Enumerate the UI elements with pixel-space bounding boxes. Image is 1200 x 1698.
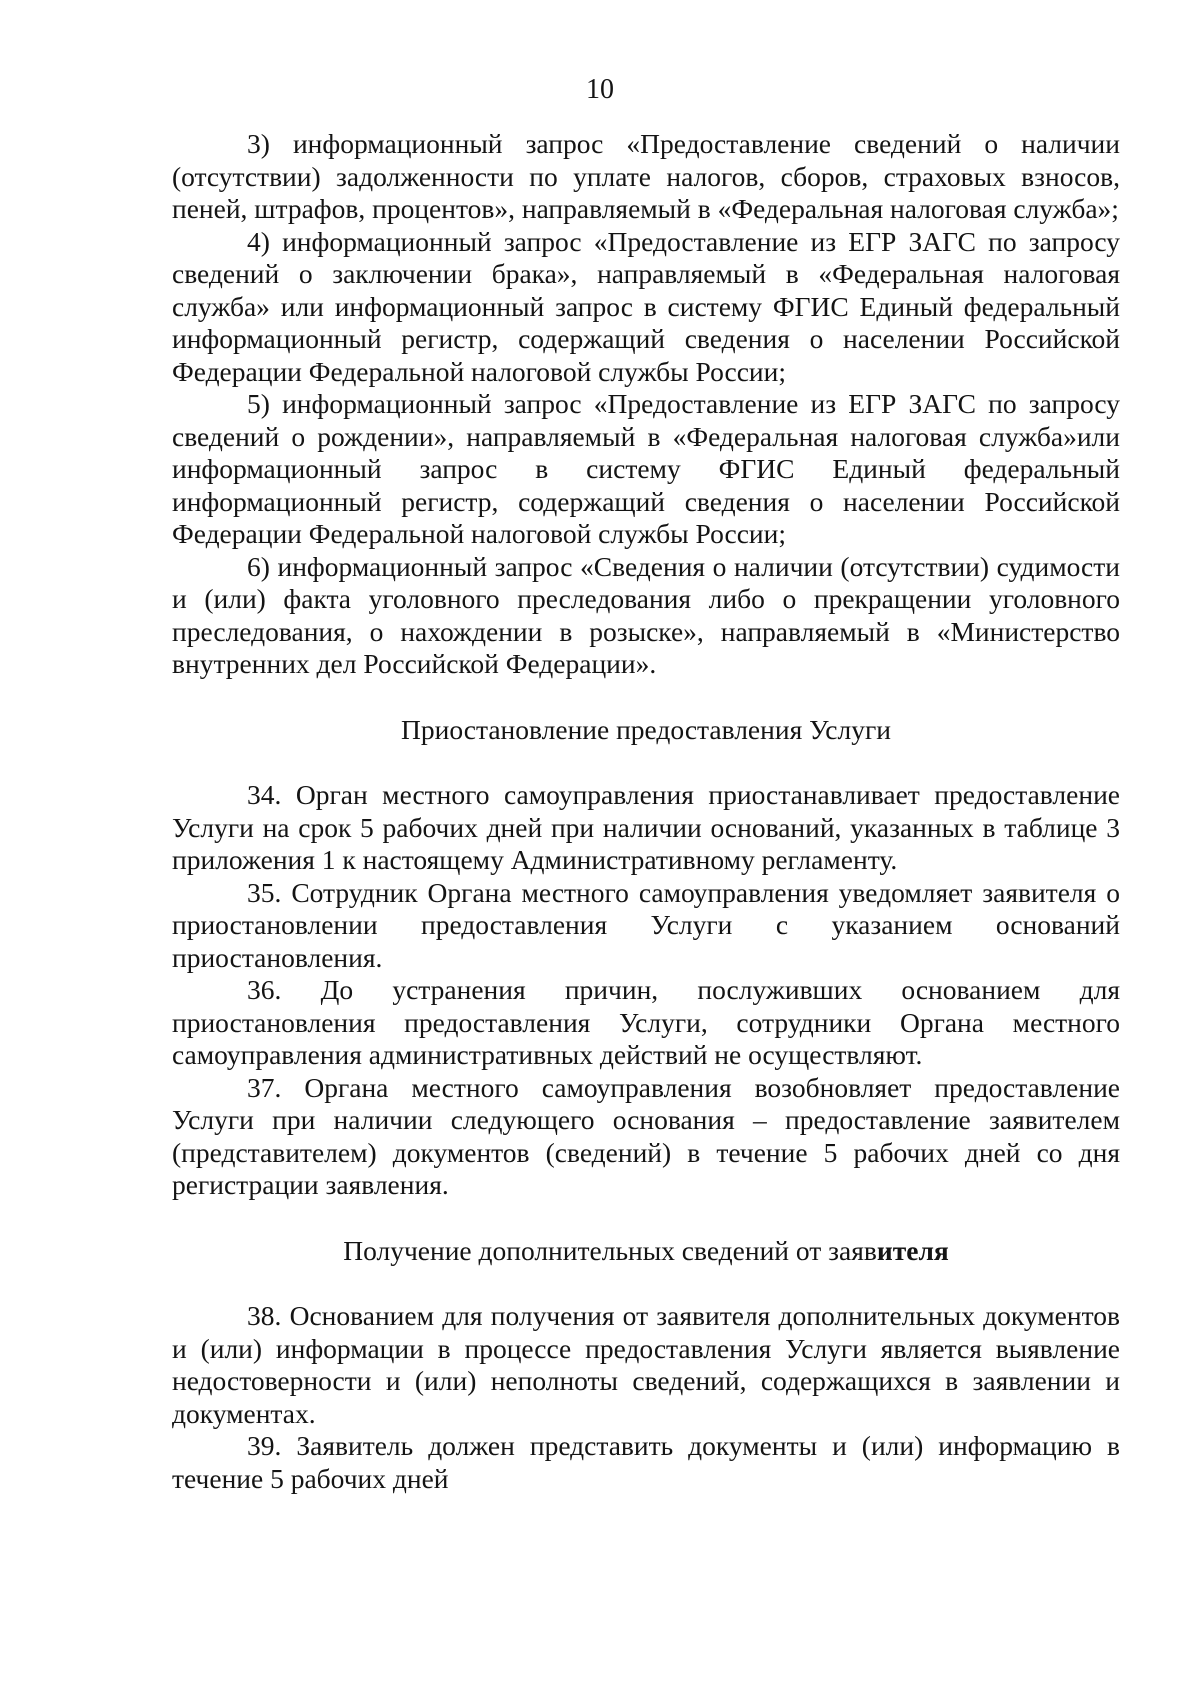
section-heading-additional-info (172, 1202, 1120, 1301)
paragraph-35: 35. Сотрудник Органа местного самоуправления уведомляет заявителя о приостановлении предоставления Услуги с указанием оснований приостановления. (172, 876, 1120, 973)
paragraph-36: 36. До устранения причин, послуживших основанием для приостановления предоставления Услуги, сотрудники Органа местного самоуправления административных действий не осуществляют. (172, 974, 1120, 1070)
paragraph-37: 37. Органа местного самоуправления возобновляет предоставление Услуги при наличии следующего основания – предоставление заявителем (представителем) документов (сведений) в течение 5 рабочих дней со дня регистрации заявления. (172, 1071, 1120, 1200)
section-heading-suspension: Приостановление предоставления Услуги (401, 713, 891, 745)
paragraph-39: 39. Заявитель должен представить документы и (или) информацию в течение 5 рабочих дней (172, 1430, 1120, 1494)
list-item-6: 6) информационный запрос «Сведения о наличии (отсутствии) судимости и (или) факта уголовного преследования либо о прекращении уголовного преследования, о нахождении в розыске», направляемый в «Министерство внутренних дел Российской Федерации». (172, 550, 1120, 679)
list-item-3: 3) информационный запрос «Предоставление сведений о наличии (отсутствии) задолженности по уплате налогов, сборов, страховых взносов, пеней, штрафов, процентов», направляемый в «Федеральная налоговая служба»; (172, 128, 1120, 224)
paragraph-38: 38. Основанием для получения от заявителя дополнительных документов и (или) информации в процессе предоставления Услуги является выявление недостоверности и (или) неполноты сведений, содержащихся в заявлении и документах. (172, 1300, 1120, 1429)
page-number: 10 (586, 74, 614, 105)
section-heading-additional-info-regular: Получение дополнительных сведений от заяв (343, 1234, 877, 1266)
list-item-5: 5) информационный запрос «Предоставление из ЕГР ЗАГС по запросу сведений о рождении», направляемый в «Федеральная налоговая служба»или информационный запрос в систему ФГИС Единый федеральный информационный регистр, содержащий сведения о населении Российской Федерации Федеральной налоговой службы России; (172, 388, 1120, 549)
document-body (172, 128, 1120, 1495)
list-item-4: 4) информационный запрос «Предоставление из ЕГР ЗАГС по запросу сведений о заключении брака», направляемый в «Федеральная налоговая служба» или информационный запрос в систему ФГИС Единый федеральный информационный регистр, содержащий сведения о населении Российской Федерации Федеральной налоговой службы России; (172, 225, 1120, 387)
section-heading-additional-info-bold: ителя (876, 1234, 949, 1266)
paragraph-34: 34. Орган местного самоуправления приостанавливает предоставление Услуги на срок 5 рабочих дней при наличии оснований, указанных в таблице 3 приложения 1 к настоящему Административному регламенту. (172, 779, 1120, 875)
